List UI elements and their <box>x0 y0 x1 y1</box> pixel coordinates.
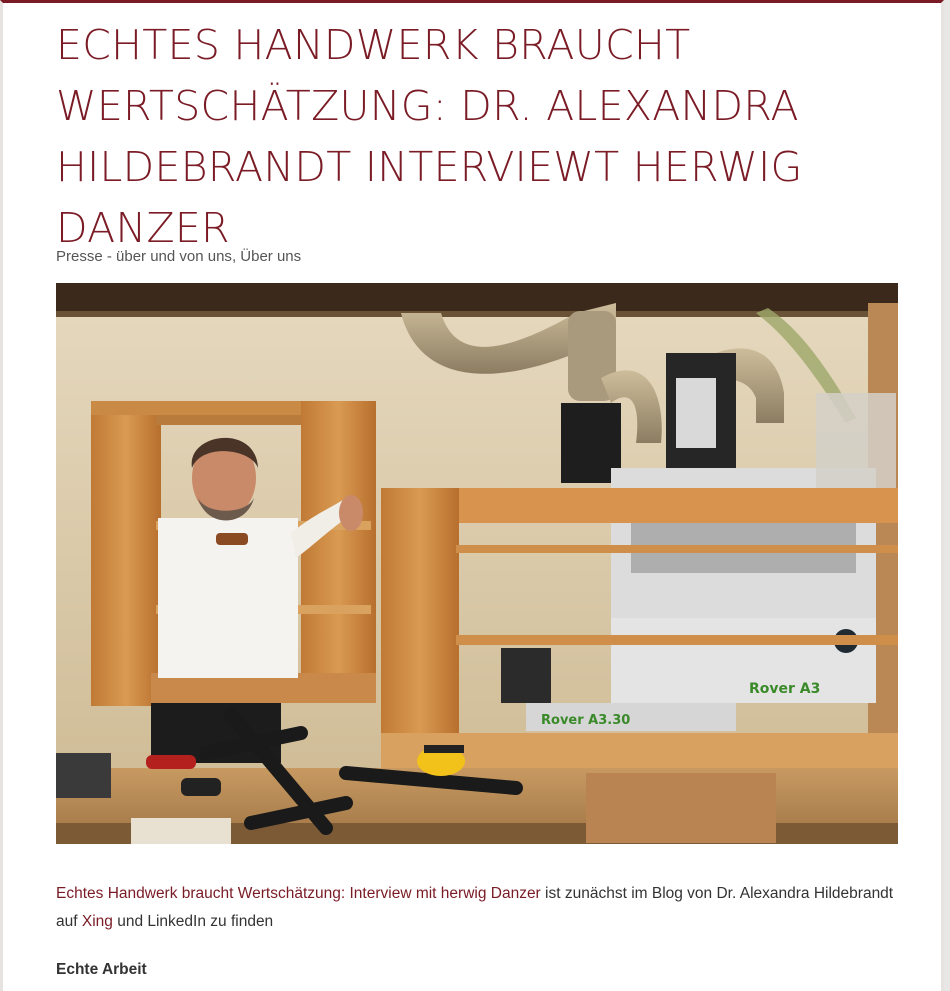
category-separator: , <box>231 248 241 265</box>
machine-label-rover-a3-30: Rover A3.30 <box>541 713 631 728</box>
section-heading: Echte Arbeit <box>56 961 147 978</box>
post-categories <box>56 248 301 265</box>
post-title: ECHTES HANDWERK BRAUCHT WERTSCHÄTZUNG: DR. ALEXANDRA HILDEBRANDT INTERVIEWT HERWIG DANZER <box>56 21 803 252</box>
intro-text-1: ist zunächst im Blog von Dr. Alexandra Hildebrandt auf <box>56 885 894 930</box>
featured-image <box>56 283 898 844</box>
category-link-presse[interactable]: Presse - über und von uns <box>56 248 232 265</box>
category-link-ueber-uns[interactable]: Über uns <box>240 248 302 265</box>
machine-label-rover-a3: Rover A3 <box>749 681 821 697</box>
interview-link[interactable]: Echtes Handwerk braucht Wertschätzung: Interview mit herwig Danzer <box>56 885 541 902</box>
intro-paragraph <box>56 880 896 936</box>
intro-text-2: und LinkedIn zu finden <box>112 913 274 930</box>
xing-link[interactable]: Xing <box>81 913 113 930</box>
